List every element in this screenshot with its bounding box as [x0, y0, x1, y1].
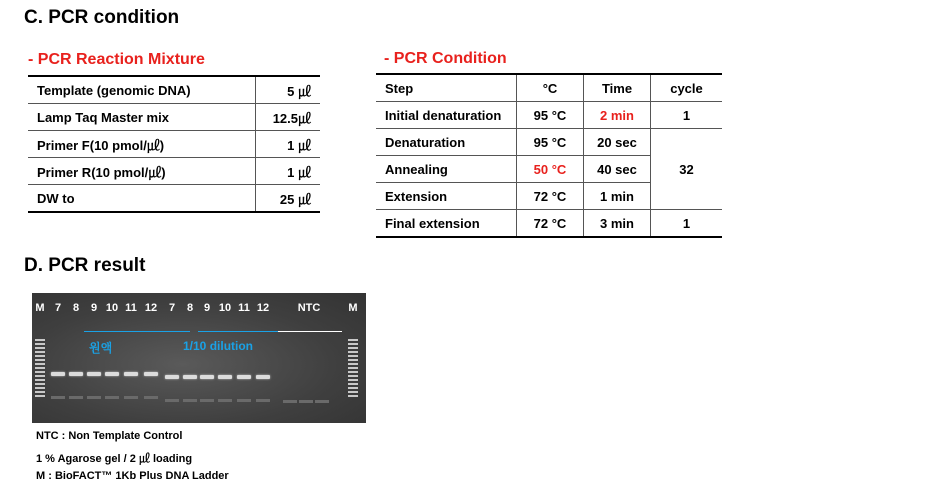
ladder-band — [348, 367, 358, 369]
step-cell: Initial denaturation — [376, 102, 517, 129]
gel-lane-label: 9 — [203, 302, 211, 314]
pcr-band — [124, 372, 138, 376]
primer-dimer-band — [144, 396, 158, 399]
ladder-band — [348, 363, 358, 365]
cycle-cell: 32 — [651, 129, 723, 210]
ladder-band — [35, 355, 45, 357]
mixture-title: - PCR Reaction Mixture — [28, 51, 205, 68]
ladder-band — [348, 375, 358, 377]
pcr-band — [165, 375, 179, 379]
group1-label: 원액 — [89, 341, 113, 355]
ladder-band — [348, 351, 358, 353]
primer-dimer-band — [200, 399, 214, 402]
step-cell: Annealing — [376, 156, 517, 183]
condition-title: - PCR Condition — [384, 50, 507, 67]
step-cell: Denaturation — [376, 129, 517, 156]
table-row — [28, 185, 320, 213]
ladder-band — [35, 347, 45, 349]
ladder-band — [35, 383, 45, 385]
primer-dimer-band — [124, 396, 138, 399]
gel-lane-label: M — [348, 302, 358, 314]
mixture-item: DW to — [28, 185, 256, 213]
time-cell: 20 sec — [584, 129, 651, 156]
temp-cell: 72 °C — [517, 210, 584, 238]
gel-lane-label: 10 — [105, 302, 119, 314]
pcr-band — [200, 375, 214, 379]
ladder-band — [348, 347, 358, 349]
pcr-condition-table — [376, 73, 722, 238]
gel-lane-label: 8 — [72, 302, 80, 314]
ladder-band — [348, 371, 358, 373]
ladder-band — [35, 391, 45, 393]
table-row — [28, 158, 320, 185]
mixture-item: Template (genomic DNA) — [37, 82, 191, 98]
temp-cell: 95 °C — [517, 102, 584, 129]
temp-cell: 72 °C — [517, 183, 584, 210]
primer-dimer-band — [87, 396, 101, 399]
ladder-band — [348, 387, 358, 389]
table-header-row — [376, 74, 722, 102]
time-cell: 2 min — [584, 102, 651, 129]
ntc-band — [299, 400, 313, 403]
mixture-value: 5 ㎕ — [256, 76, 321, 104]
mixture-item: Lamp Taq Master mix — [28, 104, 256, 131]
gel-lane-label: 9 — [90, 302, 98, 314]
primer-dimer-band — [105, 396, 119, 399]
ladder-band — [348, 383, 358, 385]
ladder-band — [35, 379, 45, 381]
pcr-band — [256, 375, 270, 379]
ladder-band — [348, 395, 358, 397]
gel-lane-label: 11 — [125, 302, 137, 314]
ladder-band — [35, 339, 45, 341]
gel-lane-label: NTC — [297, 302, 321, 314]
primer-dimer-band — [69, 396, 83, 399]
mixture-item: Primer R(10 pmol/㎕) — [28, 158, 256, 185]
pcr-band — [51, 372, 65, 376]
table-row — [376, 129, 722, 156]
ladder-band — [348, 343, 358, 345]
note-agarose: 1 % Agarose gel / 2 ㎕ loading — [36, 453, 193, 465]
section-c-title: C. PCR condition — [24, 7, 180, 28]
header-step: Step — [376, 74, 517, 102]
temp-cell: 50 °C — [517, 156, 584, 183]
note-marker: M : BioFACT™ 1Kb Plus DNA Ladder — [36, 470, 229, 482]
ladder-band — [35, 375, 45, 377]
table-row — [376, 102, 722, 129]
header-temp: °C — [517, 74, 584, 102]
gel-lane-label: 10 — [218, 302, 232, 314]
pcr-band — [105, 372, 119, 376]
temp-cell: 95 °C — [517, 129, 584, 156]
ladder-band — [35, 359, 45, 361]
header-cycle: cycle — [651, 74, 723, 102]
note-ntc: NTC : Non Template Control — [36, 430, 183, 442]
ladder-band — [35, 387, 45, 389]
gel-lane-label: 8 — [186, 302, 194, 314]
mixture-value: 25 ㎕ — [256, 185, 321, 213]
primer-dimer-band — [237, 399, 251, 402]
ladder-band — [35, 371, 45, 373]
gel-image — [32, 293, 366, 423]
group1-underline — [84, 331, 190, 332]
cycle-cell: 1 — [651, 102, 723, 129]
mixture-value: 12.5㎕ — [256, 104, 321, 131]
pcr-band — [218, 375, 232, 379]
ladder-band — [348, 355, 358, 357]
ladder-band — [35, 343, 45, 345]
mixture-value: 1 ㎕ — [256, 131, 321, 158]
pcr-band — [183, 375, 197, 379]
ladder-band — [35, 351, 45, 353]
gel-lane-label: 12 — [144, 302, 158, 314]
primer-dimer-band — [256, 399, 270, 402]
time-cell: 3 min — [584, 210, 651, 238]
ladder-band — [35, 395, 45, 397]
group2-label: 1/10 dilution — [183, 339, 254, 353]
primer-dimer-band — [183, 399, 197, 402]
ladder-band — [35, 363, 45, 365]
ladder-band — [348, 379, 358, 381]
section-d-title: D. PCR result — [24, 255, 146, 276]
primer-dimer-band — [165, 399, 179, 402]
ladder-band — [35, 367, 45, 369]
ladder-band — [348, 339, 358, 341]
gel-lane-label: M — [35, 302, 45, 314]
step-cell: Final extension — [376, 210, 517, 238]
reaction-mixture-table — [28, 75, 320, 213]
mixture-item: Primer F(10 pmol/㎕) — [28, 131, 256, 158]
time-cell: 40 sec — [584, 156, 651, 183]
step-cell: Extension — [376, 183, 517, 210]
time-cell: 1 min — [584, 183, 651, 210]
pcr-band — [237, 375, 251, 379]
gel-lane-label: 11 — [238, 302, 250, 314]
primer-dimer-band — [51, 396, 65, 399]
ladder-band — [348, 391, 358, 393]
table-row — [28, 104, 320, 131]
table-row — [28, 76, 320, 104]
primer-dimer-band — [218, 399, 232, 402]
pcr-band — [87, 372, 101, 376]
ntc-band — [283, 400, 297, 403]
pcr-band — [144, 372, 158, 376]
pcr-band — [69, 372, 83, 376]
ntc-band — [315, 400, 329, 403]
mixture-value: 1 ㎕ — [256, 158, 321, 185]
gel-lane-label: 7 — [54, 302, 62, 314]
gel-lane-label: 7 — [168, 302, 176, 314]
cycle-cell: 1 — [651, 210, 723, 238]
ntc-underline — [278, 331, 342, 332]
header-time: Time — [584, 74, 651, 102]
ladder-band — [348, 359, 358, 361]
table-row — [28, 131, 320, 158]
table-row — [376, 210, 722, 238]
gel-lane-label: 12 — [256, 302, 270, 314]
